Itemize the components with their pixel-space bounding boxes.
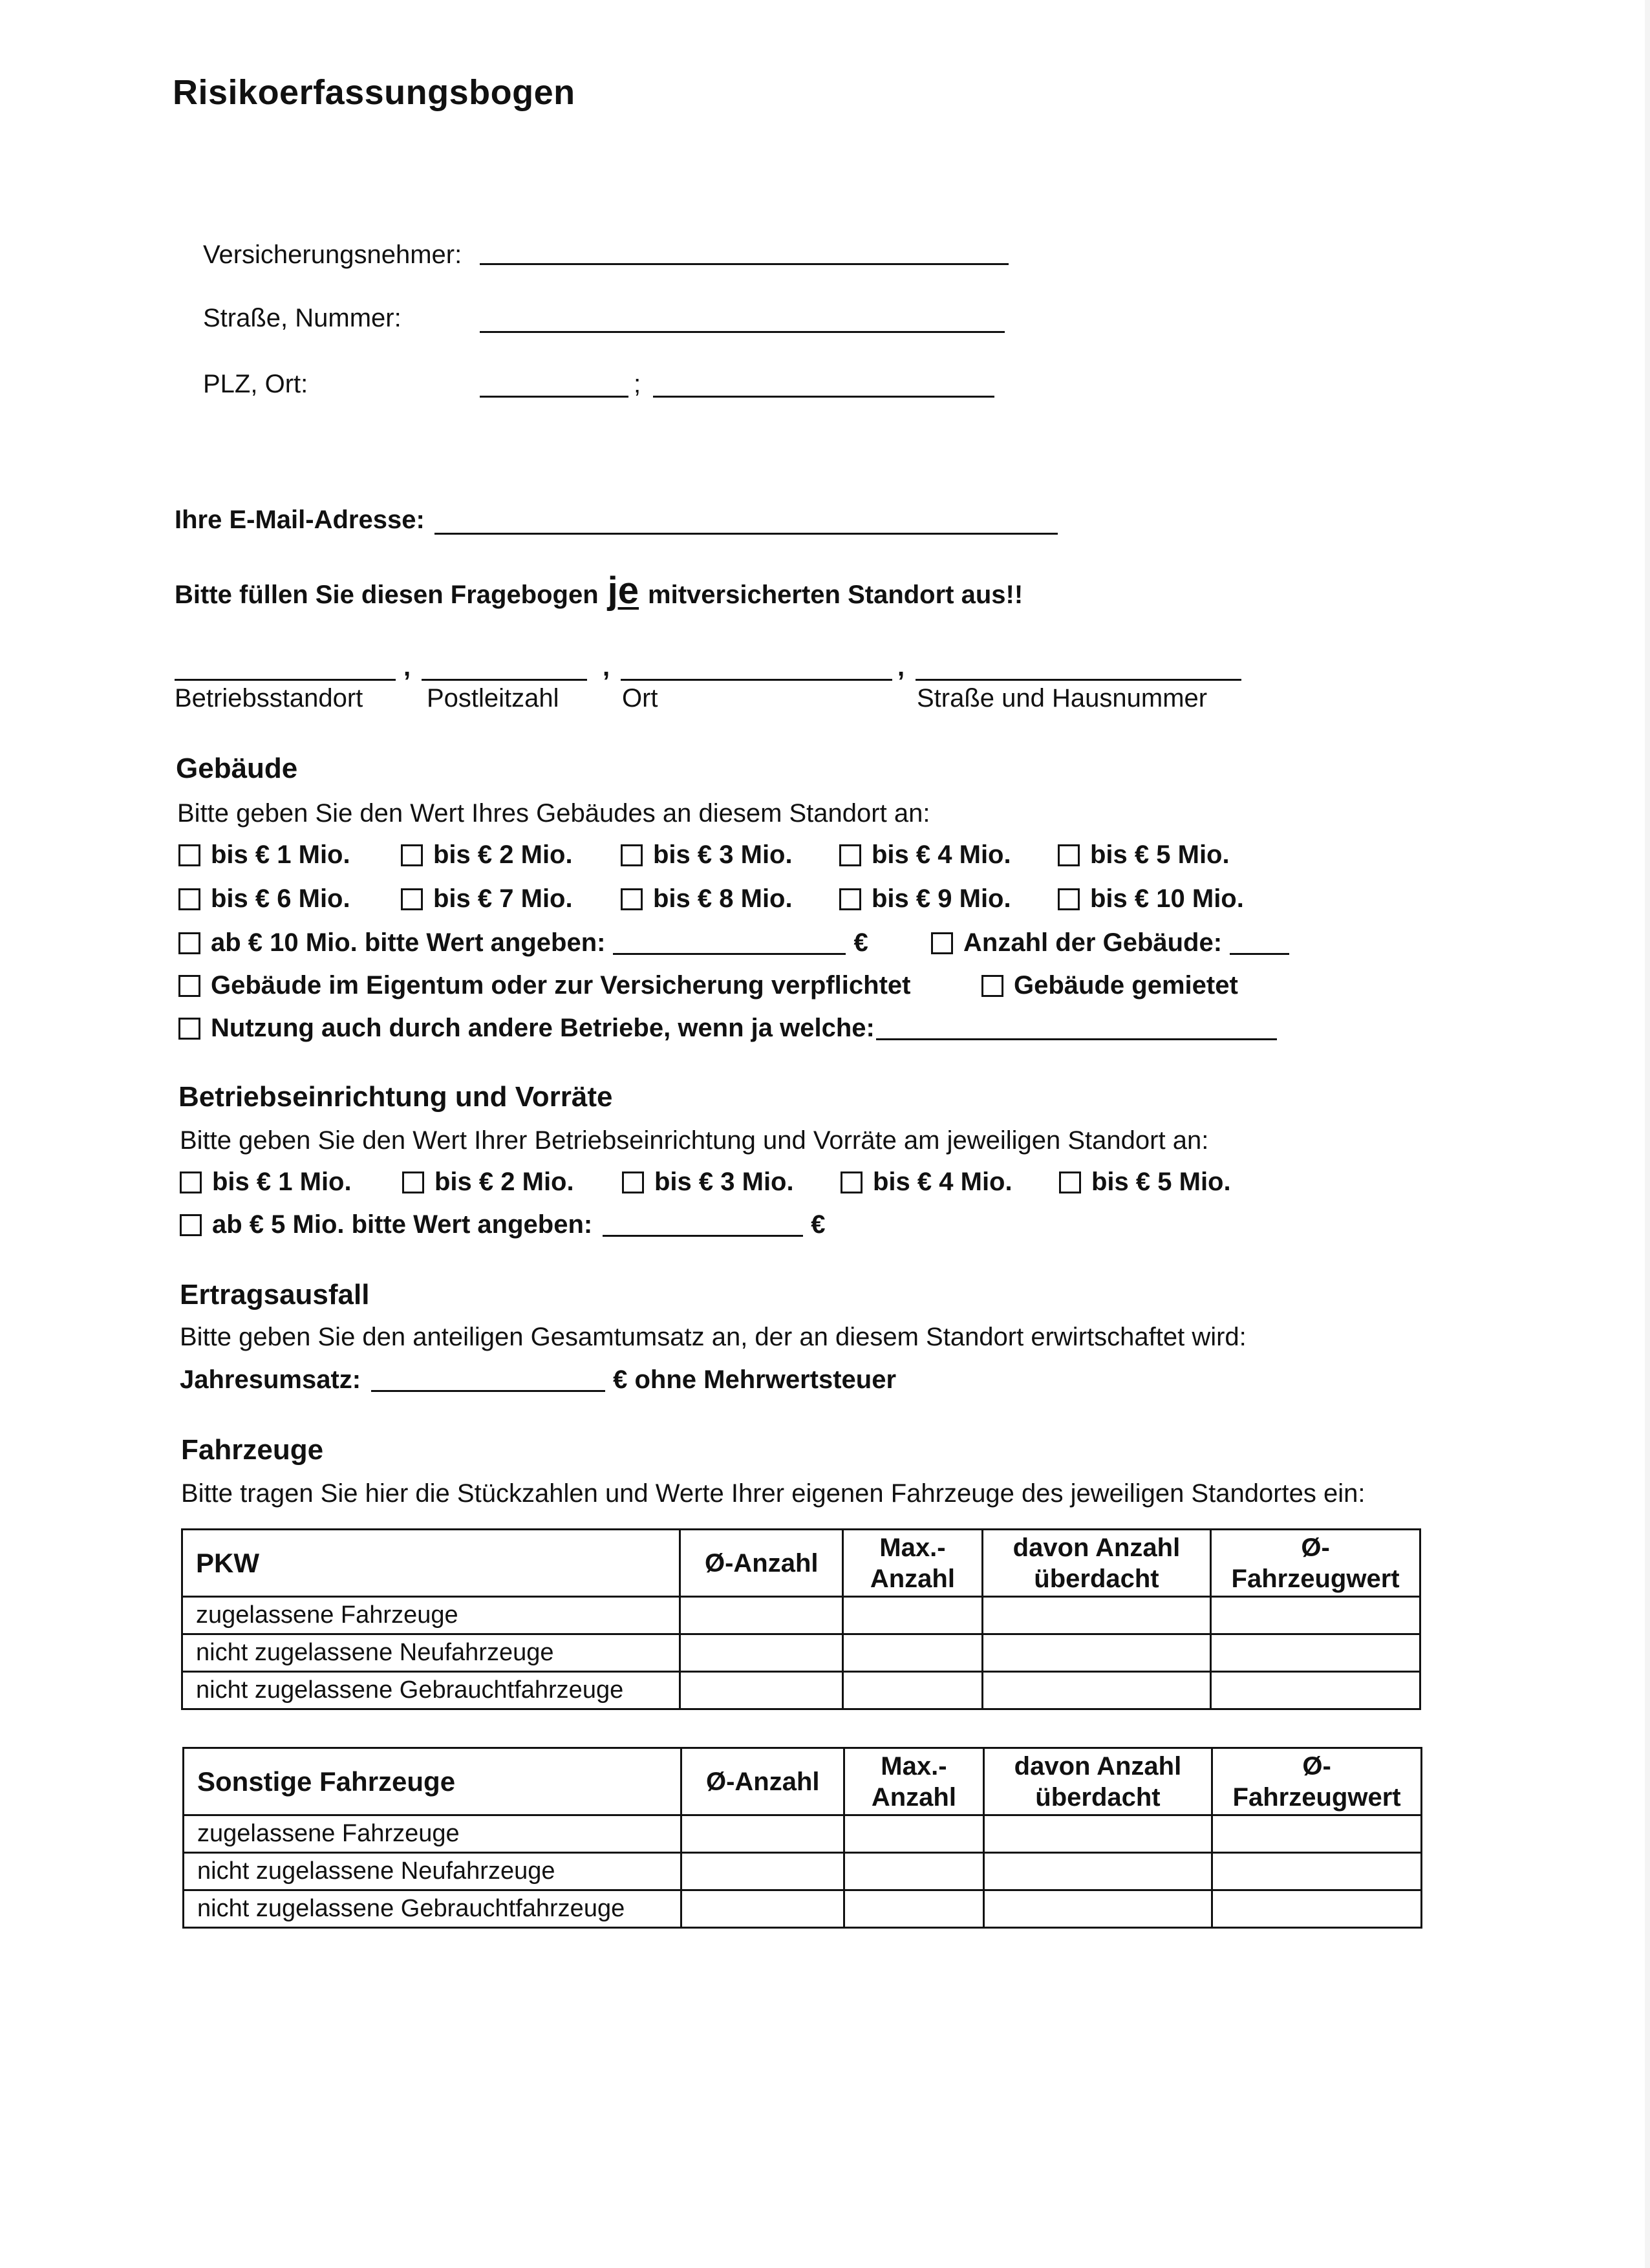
location-city-label: Ort: [622, 684, 658, 712]
building-value-field[interactable]: [613, 931, 846, 955]
table-cell[interactable]: [681, 1815, 844, 1853]
column-header: Ø-Anzahl: [681, 1748, 844, 1815]
row-label: nicht zugelassene Gebrauchtfahrzeuge: [184, 1890, 681, 1928]
checkbox[interactable]: [931, 932, 953, 954]
checkbox[interactable]: [981, 975, 1003, 997]
table-row: [184, 1853, 1422, 1890]
equipment-option[interactable]: bis € 5 Mio.: [1059, 1168, 1231, 1197]
building-shared-option[interactable]: Nutzung auch durch andere Betriebe, wenn ja welche:: [178, 1014, 1285, 1043]
checkbox[interactable]: [401, 888, 423, 910]
table-row: [184, 1815, 1422, 1853]
table-cell[interactable]: [1212, 1815, 1422, 1853]
table-row: [182, 1672, 1420, 1709]
table-cell[interactable]: [844, 1815, 984, 1853]
checkbox[interactable]: [839, 844, 861, 866]
table-cell[interactable]: [681, 1890, 844, 1928]
location-separator: ,: [603, 653, 610, 681]
vehicles-heading: Fahrzeuge: [181, 1434, 324, 1466]
equipment-value-field[interactable]: [603, 1213, 803, 1237]
table-row: [182, 1634, 1420, 1672]
building-option[interactable]: bis € 3 Mio.: [621, 840, 793, 870]
email-field[interactable]: [434, 533, 1058, 535]
checkbox[interactable]: [841, 1171, 862, 1193]
column-header: Max.- Anzahl: [844, 1748, 984, 1815]
table-cell[interactable]: [680, 1672, 843, 1709]
table-cell[interactable]: [982, 1672, 1210, 1709]
building-owned-option[interactable]: Gebäude im Eigentum oder zur Versicherung verpflichtet: [178, 971, 910, 1000]
revenue-value-field[interactable]: [371, 1368, 605, 1392]
checkbox[interactable]: [839, 888, 861, 910]
checkbox[interactable]: [621, 888, 643, 910]
checkbox[interactable]: [178, 844, 200, 866]
column-header: Ø-Anzahl: [680, 1530, 843, 1597]
email-label: Ihre E-Mail-Adresse:: [175, 506, 425, 534]
table-cell[interactable]: [1211, 1634, 1420, 1672]
location-city-field[interactable]: [621, 679, 892, 681]
building-option[interactable]: bis € 7 Mio.: [401, 884, 573, 914]
row-label: nicht zugelassene Gebrauchtfahrzeuge: [182, 1672, 680, 1709]
zip-city-separator: ;: [634, 370, 641, 398]
table-cell[interactable]: [982, 1634, 1210, 1672]
table-cell[interactable]: [843, 1597, 983, 1634]
table-cell[interactable]: [843, 1672, 983, 1709]
row-label: zugelassene Fahrzeuge: [184, 1815, 681, 1853]
row-label: nicht zugelassene Neufahrzeuge: [182, 1634, 680, 1672]
table-name: Sonstige Fahrzeuge: [184, 1748, 681, 1815]
location-zip-field[interactable]: [422, 679, 587, 681]
table-cell[interactable]: [680, 1597, 843, 1634]
checkbox[interactable]: [1058, 888, 1080, 910]
equipment-option[interactable]: bis € 2 Mio.: [402, 1168, 574, 1197]
checkbox[interactable]: [180, 1214, 202, 1236]
form-title: Risikoerfassungsbogen: [173, 73, 575, 112]
column-header: davon Anzahl überdacht: [983, 1748, 1212, 1815]
row-label: nicht zugelassene Neufahrzeuge: [184, 1853, 681, 1890]
policyholder-field[interactable]: [480, 263, 1009, 265]
table-cell[interactable]: [983, 1815, 1212, 1853]
table-row: [182, 1597, 1420, 1634]
instruction-before: Bitte füllen Sie diesen Fragebogen: [175, 581, 599, 609]
building-prompt: Bitte geben Sie den Wert Ihres Gebäudes an diesem Standort an:: [177, 799, 930, 828]
checkbox[interactable]: [178, 1018, 200, 1040]
table-cell[interactable]: [1212, 1890, 1422, 1928]
street-field[interactable]: [480, 331, 1005, 333]
equipment-option[interactable]: bis € 4 Mio.: [841, 1168, 1012, 1197]
revenue-prompt: Bitte geben Sie den anteiligen Gesamtumsatz an, der an diesem Standort erwirtschaftet wird:: [180, 1323, 1247, 1351]
building-option[interactable]: bis € 6 Mio.: [178, 884, 350, 914]
equipment-prompt: Bitte geben Sie den Wert Ihrer Betriebseinrichtung und Vorräte am jeweiligen Standort an:: [180, 1126, 1209, 1155]
table-cell[interactable]: [844, 1890, 984, 1928]
instruction-after: mitversicherten Standort aus!!: [648, 581, 1023, 609]
location-street-label: Straße und Hausnummer: [917, 684, 1208, 712]
building-shared-field[interactable]: [876, 1016, 1277, 1040]
equipment-heading: Betriebseinrichtung und Vorräte: [178, 1081, 613, 1113]
vehicles-table-other: [182, 1747, 1422, 1929]
location-street-field[interactable]: [916, 679, 1241, 681]
location-separator: ,: [403, 653, 411, 681]
building-above-option[interactable]: ab € 10 Mio. bitte Wert angeben: €: [178, 928, 868, 957]
checkbox[interactable]: [401, 844, 423, 866]
street-label: Straße, Nummer:: [203, 304, 402, 332]
equipment-option[interactable]: bis € 3 Mio.: [622, 1168, 794, 1197]
table-cell[interactable]: [1211, 1672, 1420, 1709]
equipment-above-option[interactable]: ab € 5 Mio. bitte Wert angeben: €: [180, 1210, 825, 1239]
table-cell[interactable]: [982, 1597, 1210, 1634]
zip-field[interactable]: [480, 396, 628, 398]
checkbox[interactable]: [622, 1171, 644, 1193]
building-option[interactable]: bis € 2 Mio.: [401, 840, 573, 870]
location-separator: ,: [897, 653, 905, 681]
table-cell[interactable]: [1212, 1853, 1422, 1890]
location-zip-label: Postleitzahl: [427, 684, 559, 712]
row-label: zugelassene Fahrzeuge: [182, 1597, 680, 1634]
building-option[interactable]: bis € 8 Mio.: [621, 884, 793, 914]
building-count-option[interactable]: Anzahl der Gebäude:: [931, 928, 1297, 957]
table-cell[interactable]: [680, 1634, 843, 1672]
building-option[interactable]: bis € 9 Mio.: [839, 884, 1011, 914]
policyholder-label: Versicherungsnehmer:: [203, 241, 462, 269]
instruction-emphasis: je: [607, 570, 639, 612]
checkbox[interactable]: [621, 844, 643, 866]
revenue-row: Jahresumsatz: € ohne Mehrwertsteuer: [180, 1365, 897, 1394]
building-rented-option[interactable]: Gebäude gemietet: [981, 971, 1238, 1000]
table-cell[interactable]: [983, 1853, 1212, 1890]
table-cell[interactable]: [844, 1853, 984, 1890]
equipment-option[interactable]: bis € 1 Mio.: [180, 1168, 352, 1197]
checkbox[interactable]: [178, 888, 200, 910]
table-cell[interactable]: [1211, 1597, 1420, 1634]
checkbox[interactable]: [178, 975, 200, 997]
checkbox[interactable]: [180, 1171, 202, 1193]
vehicles-table-pkw: [181, 1528, 1421, 1710]
checkbox[interactable]: [178, 932, 200, 954]
table-name: PKW: [182, 1530, 680, 1597]
checkbox[interactable]: [402, 1171, 424, 1193]
city-field[interactable]: [653, 396, 994, 398]
column-header: Ø- Fahrzeugwert: [1212, 1748, 1422, 1815]
building-option[interactable]: bis € 10 Mio.: [1058, 884, 1244, 914]
building-option[interactable]: bis € 5 Mio.: [1058, 840, 1230, 870]
table-cell[interactable]: [681, 1853, 844, 1890]
checkbox[interactable]: [1058, 844, 1080, 866]
checkbox[interactable]: [1059, 1171, 1081, 1193]
table-cell[interactable]: [843, 1634, 983, 1672]
table-cell[interactable]: [983, 1890, 1212, 1928]
vehicles-prompt: Bitte tragen Sie hier die Stückzahlen und Werte Ihrer eigenen Fahrzeuge des jeweiligen Standortes ein:: [181, 1479, 1366, 1508]
column-header: davon Anzahl überdacht: [982, 1530, 1210, 1597]
instruction: [175, 569, 1023, 612]
column-header: Max.- Anzahl: [843, 1530, 983, 1597]
location-site-field[interactable]: [175, 679, 396, 681]
column-header: Ø- Fahrzeugwert: [1211, 1530, 1420, 1597]
building-heading: Gebäude: [176, 753, 298, 784]
zip-city-label: PLZ, Ort:: [203, 370, 308, 398]
page-edge: [1645, 0, 1650, 2268]
building-option[interactable]: bis € 4 Mio.: [839, 840, 1011, 870]
table-row: [184, 1890, 1422, 1928]
location-site-label: Betriebsstandort: [175, 684, 363, 712]
building-count-field[interactable]: [1230, 931, 1289, 955]
revenue-heading: Ertragsausfall: [180, 1279, 370, 1311]
building-option[interactable]: bis € 1 Mio.: [178, 840, 350, 870]
